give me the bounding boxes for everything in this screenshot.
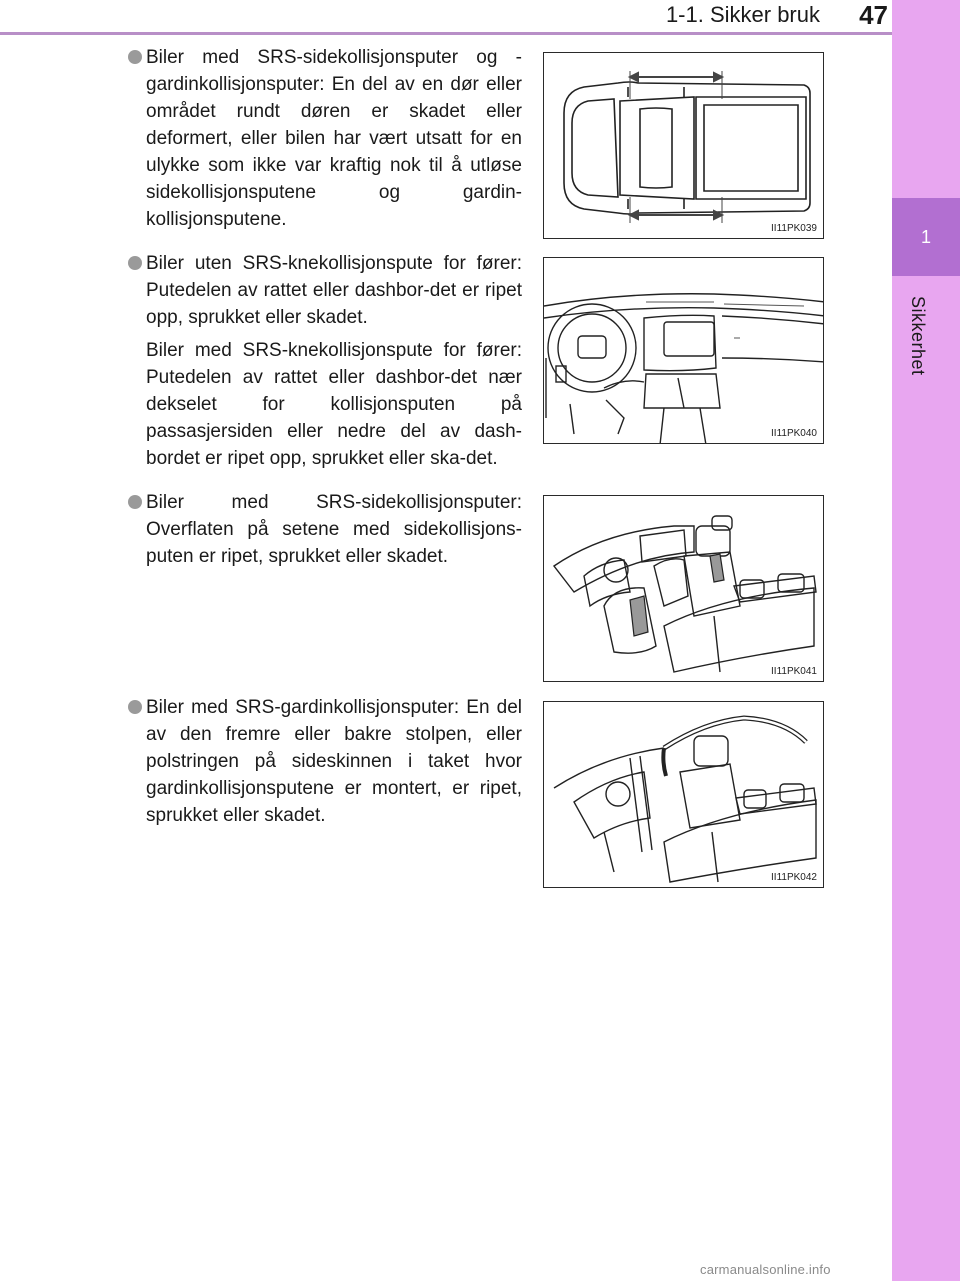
figure-seats-view (543, 495, 824, 682)
item-text: Biler med SRS-sidekollisjonsputer: Overflaten på setene med sidekollisjons-puten er ripet, sprukket eller skadet. (146, 492, 522, 567)
page-number: 47 (859, 0, 888, 30)
side-tab-strip (892, 0, 960, 1281)
item-subtext: Biler med SRS-knekollisjonspute for fører: Putedelen av rattet eller dashbor-det nær dekselet for kollisjonsputen på passasjersiden eller nedre del av dash-bordet er ripet opp, sprukket eller ska-det. (146, 340, 522, 469)
chapter-label: Sikkerhet (908, 296, 928, 376)
figure-dashboard-view (543, 257, 824, 444)
bullet-item-curtain-airbag (128, 694, 522, 829)
figure-code: II11PK041 (771, 666, 817, 677)
bullet-icon (128, 495, 142, 509)
figure-code: II11PK042 (771, 872, 817, 883)
bullet-icon (128, 700, 142, 714)
bullet-item-knee-airbag (128, 250, 522, 472)
bullet-item-door-damage (128, 44, 522, 233)
bullet-icon (128, 50, 142, 64)
item-text: Biler uten SRS-knekollisjonspute for fører: Putedelen av rattet eller dashbor-det er ripet opp, sprukket eller skadet. (146, 253, 522, 328)
curtain-airbag-illustration (544, 702, 824, 888)
item-text: Biler med SRS-gardinkollisjonsputer: En del av den fremre eller bakre stolpen, eller polstringen på sideskinnen i taket hvor gardinkollisjonsputene er montert, er ripet, sprukket eller skadet. (146, 697, 522, 826)
header-divider (0, 32, 892, 35)
bullet-item-side-airbag (128, 489, 522, 570)
bullet-icon (128, 256, 142, 270)
dashboard-illustration (544, 258, 824, 444)
figure-code: II11PK039 (771, 223, 817, 234)
section-title: 1-1. Sikker bruk (665, 2, 820, 27)
vehicle-top-view-illustration (544, 53, 824, 239)
figure-vehicle-top-view (543, 52, 824, 239)
watermark-text: carmanualsonline.info (700, 1262, 831, 1277)
figure-curtain-airbag-view (543, 701, 824, 888)
seats-illustration (544, 496, 824, 682)
figure-code: II11PK040 (771, 428, 817, 439)
chapter-number-tab[interactable]: 1 (892, 198, 960, 276)
item-text: Biler med SRS-sidekollisjonsputer og -gardinkollisjonsputer: En del av en dør eller området rundt døren er skadet eller deformert, eller bilen har vært utsatt for en ulykke som ikke var kraftig nok til å utløse sidekollisjonsputene og gardin-kollisjonsputene. (146, 47, 522, 230)
